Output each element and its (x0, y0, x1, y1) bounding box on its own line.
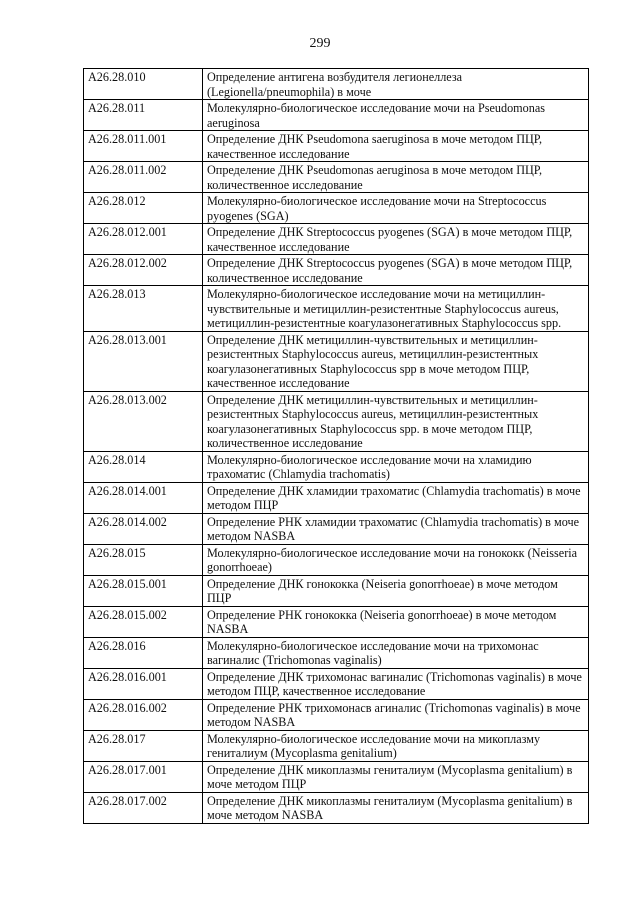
service-name: Определение ДНК Streptococcus pyogenes (SGA) в моче методом ПЦР, качественное исследование (203, 224, 589, 255)
service-name: Определение ДНК хламидии трахоматис (Chlamydia trachomatis) в моче методом ПЦР (203, 482, 589, 513)
service-name: Определение РНК хламидии трахоматис (Chlamydia trachomatis) в моче методом NASBA (203, 513, 589, 544)
service-code: A26.28.010 (84, 69, 203, 100)
service-code: A26.28.013 (84, 286, 203, 332)
table-row (84, 606, 589, 637)
service-code: A26.28.011.001 (84, 131, 203, 162)
table-row (84, 792, 589, 823)
service-code: A26.28.015.002 (84, 606, 203, 637)
table-row (84, 255, 589, 286)
services-table (83, 68, 589, 824)
table-row (84, 100, 589, 131)
service-code: A26.28.014.002 (84, 513, 203, 544)
service-name: Определение ДНК трихомонас вагиналис (Trichomonas vaginalis) в моче методом ПЦР, качественное исследование (203, 668, 589, 699)
table-row (84, 391, 589, 451)
table-row (84, 699, 589, 730)
service-code: A26.28.012.001 (84, 224, 203, 255)
service-name: Молекулярно-биологическое исследование мочи на микоплазму гениталиум (Mycoplasma genitalium) (203, 730, 589, 761)
service-code: A26.28.012 (84, 193, 203, 224)
service-code: A26.28.013.001 (84, 331, 203, 391)
service-code: A26.28.014 (84, 451, 203, 482)
table-row (84, 451, 589, 482)
table-row (84, 131, 589, 162)
service-name: Молекулярно-биологическое исследование мочи на хламидию трахоматис (Chlamydia trachomatis) (203, 451, 589, 482)
service-code: A26.28.016.002 (84, 699, 203, 730)
table-row (84, 162, 589, 193)
service-name: Молекулярно-биологическое исследование мочи на Pseudomonas aeruginosa (203, 100, 589, 131)
service-name: Определение антигена возбудителя легионеллеза (Legionella/pneumophila) в моче (203, 69, 589, 100)
service-name: Определение РНК трихомонасв агиналис (Trichomonas vaginalis) в моче методом NASBA (203, 699, 589, 730)
table-row (84, 761, 589, 792)
service-name: Определение ДНК Pseudomona saeruginosa в моче методом ПЦР, качественное исследование (203, 131, 589, 162)
table-row (84, 193, 589, 224)
service-name: Определение ДНК метициллин-чувствительных и метициллин-резистентных Staphylococcus aureus, метициллин-резистентных коагулазонегативных Staphylococcus spp в моче методом ПЦР, качественное исследование (203, 331, 589, 391)
table-row (84, 69, 589, 100)
service-code: A26.28.016.001 (84, 668, 203, 699)
table-row (84, 331, 589, 391)
table-row (84, 637, 589, 668)
service-code: A26.28.015 (84, 544, 203, 575)
service-name: Определение ДНК Streptococcus pyogenes (SGA) в моче методом ПЦР, количественное исследование (203, 255, 589, 286)
table-row (84, 286, 589, 332)
page-number: 299 (309, 36, 331, 51)
table-row (84, 730, 589, 761)
service-name: Молекулярно-биологическое исследование мочи на метициллин-чувствительные и метициллин-резистентные Staphylococcus aureus, метициллин-резистентные коагулазонегативных Staphylococcus spp. (203, 286, 589, 332)
table-row (84, 544, 589, 575)
table-row (84, 482, 589, 513)
table-row (84, 513, 589, 544)
service-code: A26.28.017.001 (84, 761, 203, 792)
service-code: A26.28.012.002 (84, 255, 203, 286)
service-name: Молекулярно-биологическое исследование мочи на гонококк (Neisseria gonorrhoeae) (203, 544, 589, 575)
table-row (84, 668, 589, 699)
service-code: A26.28.017 (84, 730, 203, 761)
service-name: Определение РНК гонококка (Neiseria gonorrhoeae) в моче методом NASBA (203, 606, 589, 637)
service-name: Молекулярно-биологическое исследование мочи на трихомонас вагиналис (Trichomonas vaginalis) (203, 637, 589, 668)
service-name: Определение ДНК микоплазмы гениталиум (Mycoplasma genitalium) в моче методом NASBA (203, 792, 589, 823)
service-code: A26.28.017.002 (84, 792, 203, 823)
table-row (84, 224, 589, 255)
service-name: Определение ДНК гонококка (Neiseria gonorrhoeae) в моче методом ПЦР (203, 575, 589, 606)
service-code: A26.28.016 (84, 637, 203, 668)
service-name: Определение ДНК метициллин-чувствительных и метициллин-резистентных Staphylococcus aureus, метициллин-резистентных коагулазонегативных Staphylococcus spp. в моче методом ПЦР, количественное исследование (203, 391, 589, 451)
service-code: A26.28.011.002 (84, 162, 203, 193)
service-name: Определение ДНК Pseudomonas aeruginosa в моче методом ПЦР, количественное исследование (203, 162, 589, 193)
service-code: A26.28.015.001 (84, 575, 203, 606)
service-name: Молекулярно-биологическое исследование мочи на Streptococcus pyogenes (SGA) (203, 193, 589, 224)
service-code: A26.28.013.002 (84, 391, 203, 451)
service-name: Определение ДНК микоплазмы гениталиум (Mycoplasma genitalium) в моче методом ПЦР (203, 761, 589, 792)
table-row (84, 575, 589, 606)
service-code: A26.28.014.001 (84, 482, 203, 513)
service-code: A26.28.011 (84, 100, 203, 131)
